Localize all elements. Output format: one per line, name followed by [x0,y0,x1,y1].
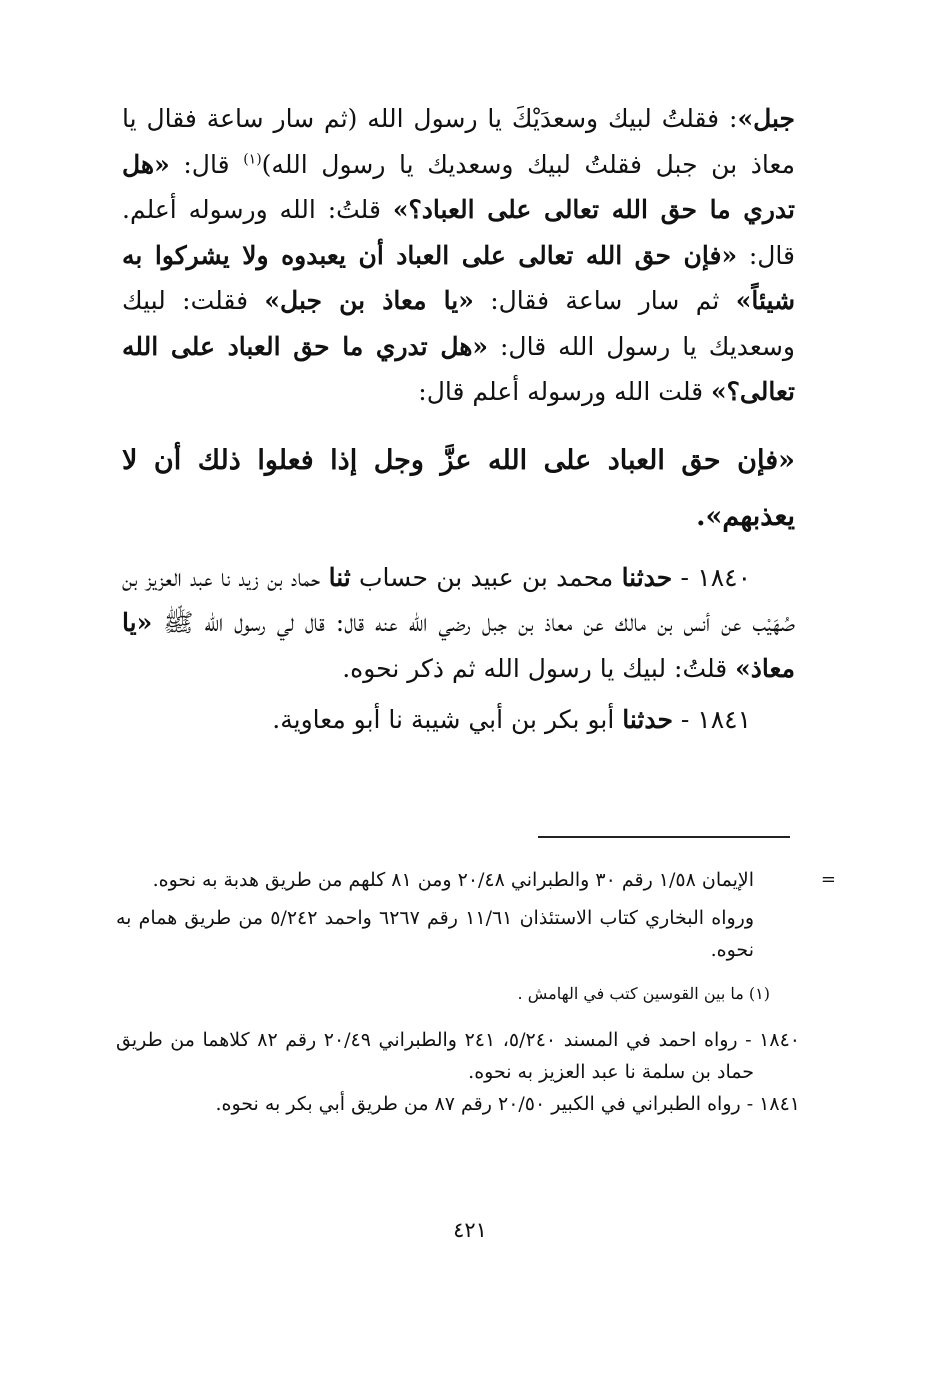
main-text [122,96,795,743]
page-number: ٤٢١ [453,1218,487,1242]
continuation-mark: = [820,869,836,890]
text-run: : فقلتُ لبيك وسعدَيْكَ يا رسول الله (ثم سار ساعة فقال يا معاذ بن جبل فقلتُ لبيك وسعديك يا رسول الله) [122,104,795,179]
text-run: أبو بكر بن أبي شيبة نا أبو معاوية. [272,705,623,734]
text-run: فقلت: لبيك وسعديك يا رسول الله قال: [122,286,795,361]
footnote-marker[interactable]: (١) [243,151,262,168]
note-1840 [116,1024,800,1088]
hadith-1840 [122,555,795,692]
footnote-1 [116,978,800,1010]
note-text: (١) ما بين القوسين كتب في الهامش . [517,984,770,1003]
text-run: محمد بن عبيد بن حساب [350,562,622,592]
bold-text: «هل تدري ما حق الله تعالى على العباد؟» [122,149,795,224]
bold-text: حدثنا [621,562,673,592]
note-text: ١٨٤٠ - رواه احمد في المسند ٥/٢٤٠، ٢٤١ والطبراني ٢٠/٤٩ رقم ٨٢ كلاهما من طريق حماد بن سلمة نا عبد العزيز به نحوه. [116,1029,800,1083]
paragraph-answer-quote [122,433,795,545]
note-text: الإيمان ١/٥٨ رقم ٣٠ والطبراني ٢٠/٤٨ ومن ٨١ كلهم من طريق هدبة به نحوه. [152,869,754,891]
text-run: قلتُ: الله ورسوله أعلم. قال: [122,195,796,270]
note-text: ١٨٤١ - رواه الطبراني في الكبير ٢٠/٥٠ رقم ٨٧ من طريق أبي بكر به نحوه. [215,1093,800,1115]
hadith-number: ١٨٤٠ - [672,562,751,592]
bold-text: حدثنا [622,705,673,734]
bold-text: «فإن حق الله تعالى على العباد أن يعبدوه ولا يشركوا به شيئاً» [122,240,796,315]
note-1841 [116,1088,800,1120]
footnote-separator [538,836,790,838]
bold-text: «هل تدري ما حق العباد على الله تعالى؟» [122,331,795,406]
note-bukhari [116,902,800,966]
paragraph-dialogue [122,96,795,415]
bold-text: جبل» [737,104,795,133]
text-run: حماد بن زيد نا عبد العزيز بن صُهَيْب عن أنس بن مالك عن معاذ بن جبل رضي الله عنه قال: قال لي رسول الله ﷺ [122,562,795,637]
note-continued [116,864,836,896]
text-run: ثم سار ساعة فقال: [473,286,736,315]
bold-text: «يا معاذ» [122,608,795,683]
bold-text: «يا معاذ بن جبل» [264,286,474,315]
bold-text: ثنا [328,562,351,592]
hadith-number: ١٨٤١ - [672,705,751,734]
answer-quote: «فإن حق العباد على الله عزَّ وجل إذا فعلوا ذلك أن لا يعذبهم». [122,444,795,532]
footnotes [116,864,836,1120]
note-text: ورواه البخاري كتاب الاستئذان ١١/٦١ رقم ٦٢٦٧ واحمد ٥/٢٤٢ من طريق همام به نحوه. [116,907,755,961]
hadith-1841 [122,697,795,743]
text-run: قال: [169,149,244,179]
text-run: قلت الله ورسوله أعلم قال: [418,377,712,406]
text-run: قلتُ: لبيك يا رسول الله ثم ذكر نحوه. [342,653,736,683]
